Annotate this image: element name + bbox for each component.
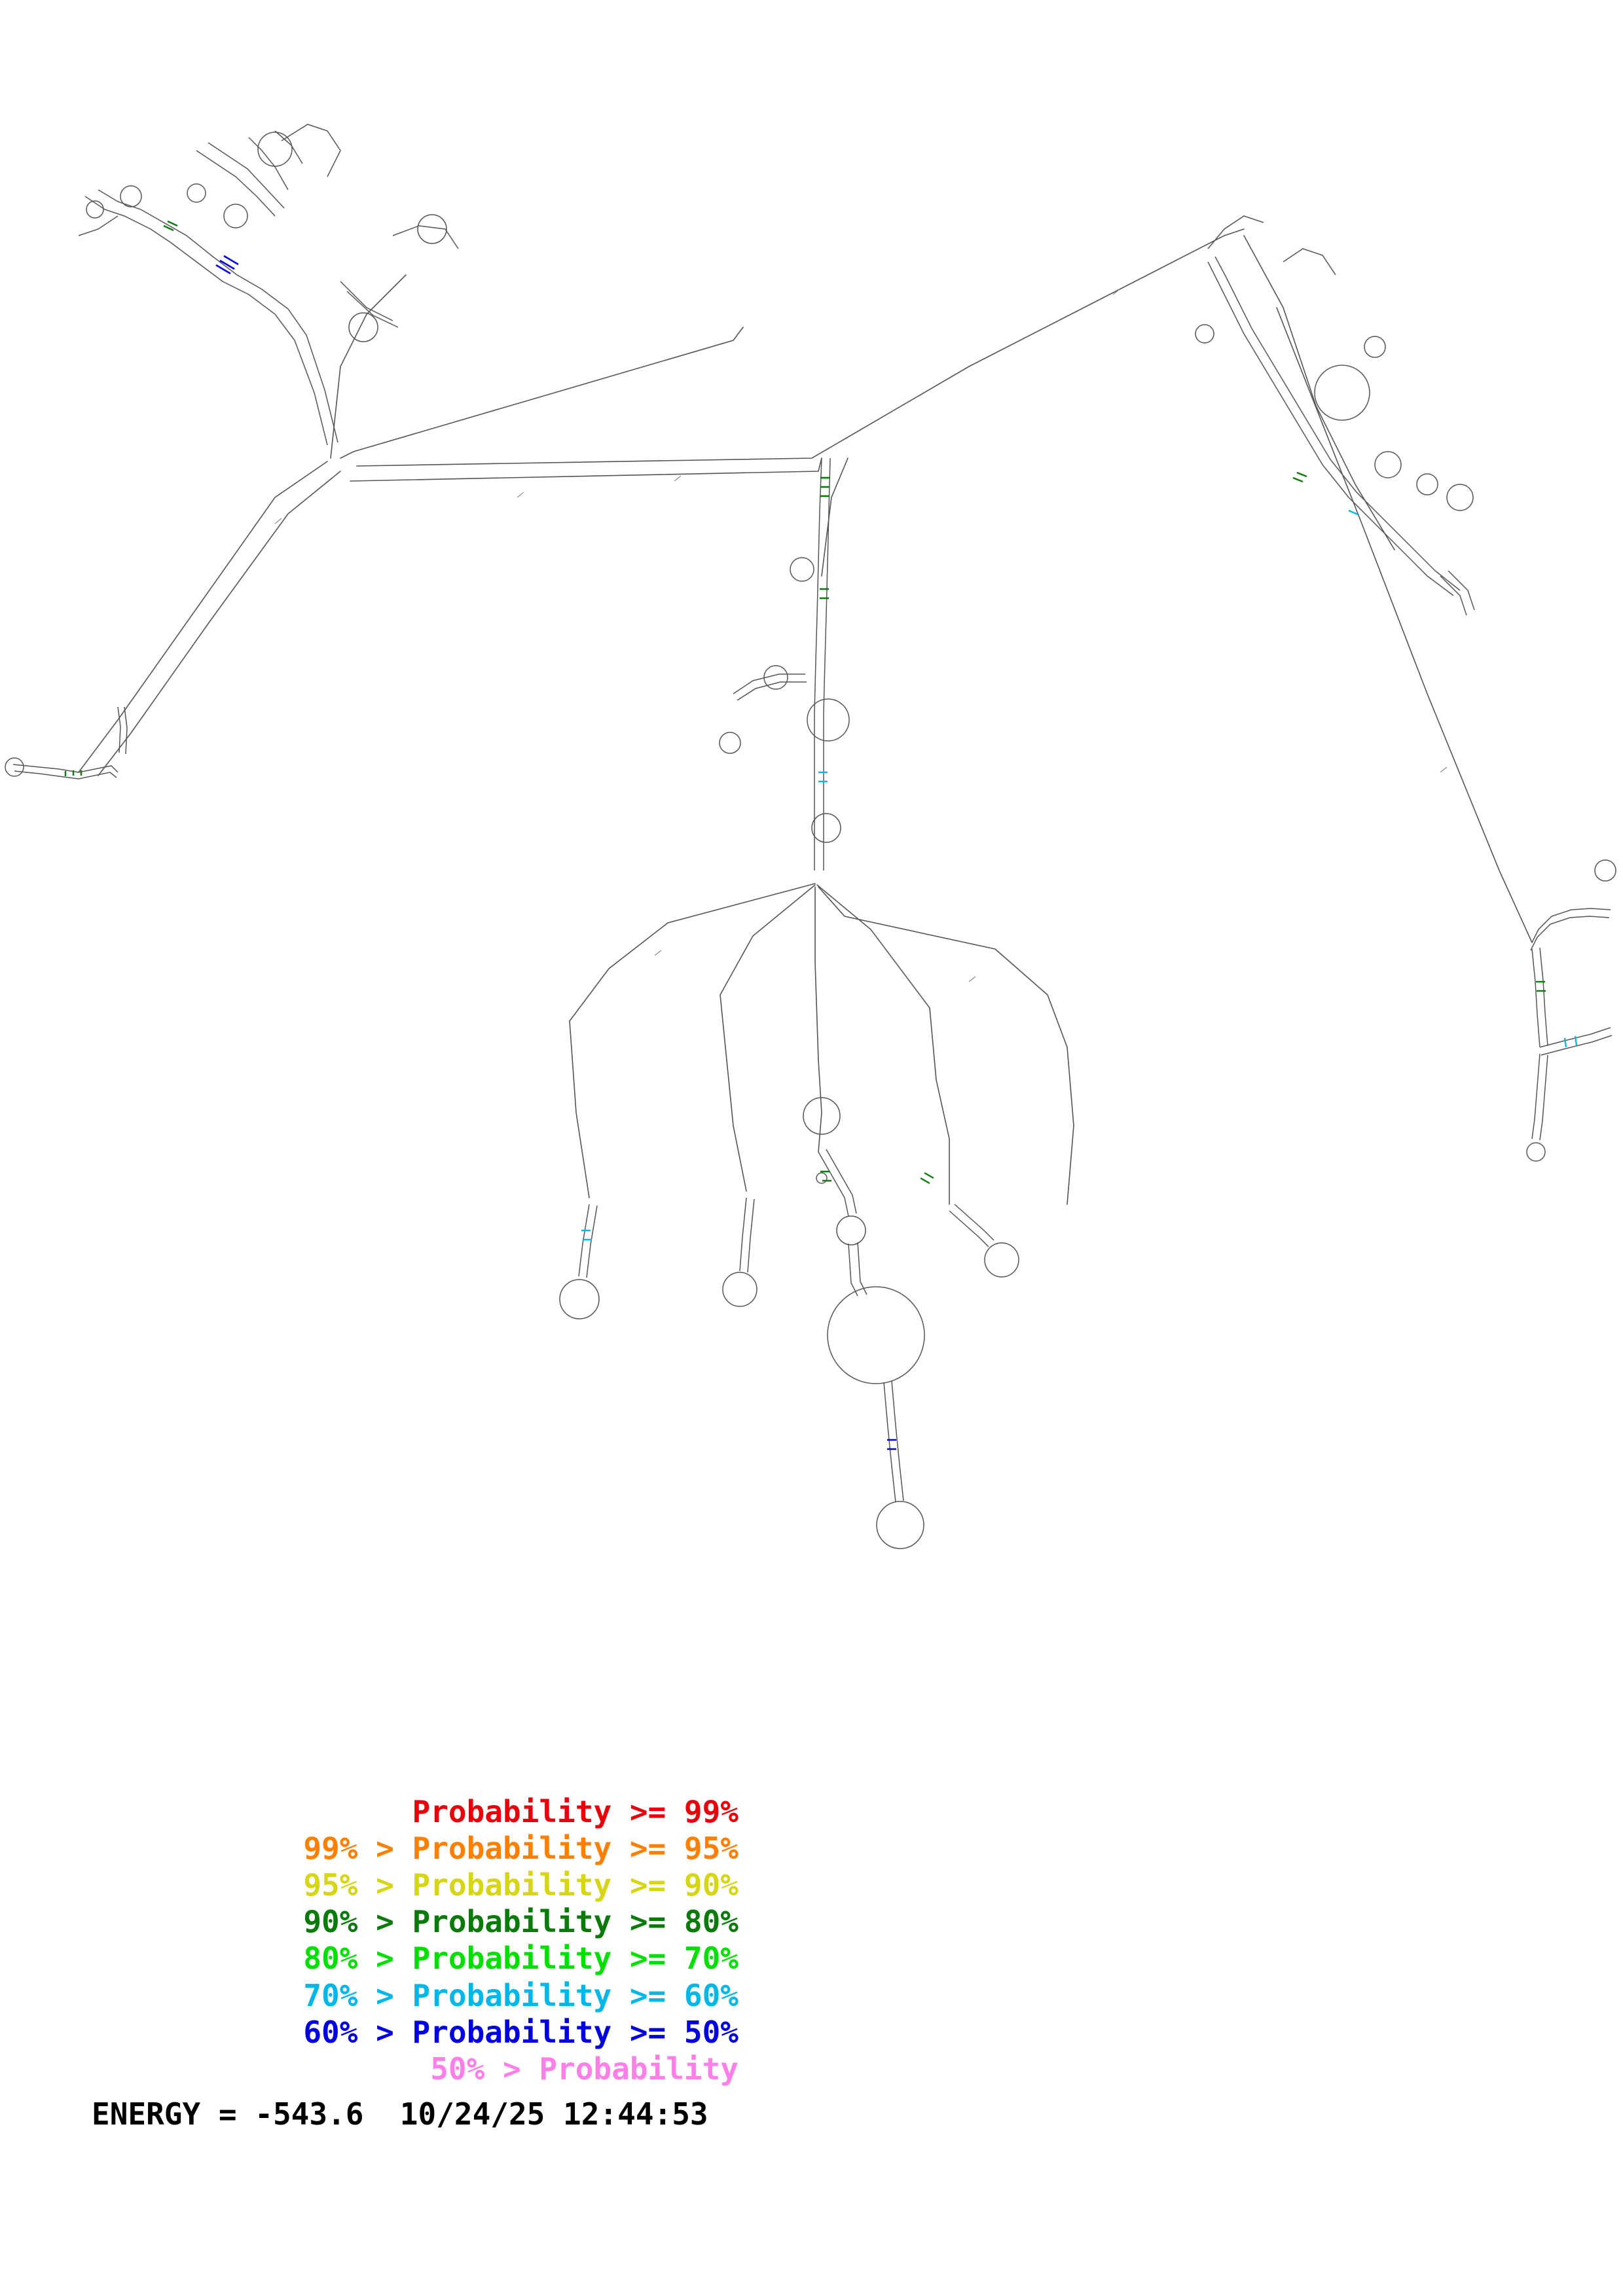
legend-row-99: Probability >= 99%: [412, 1794, 739, 1829]
energy-timestamp-line: ENERGY = -543.6 10/24/25 12:44:53: [92, 2096, 708, 2132]
helix-central-stem: [720, 458, 849, 870]
backbone-long-connectors: [79, 229, 1532, 1204]
helix-cluster-right-lower: [1527, 860, 1616, 1161]
legend-panel: [0, 1793, 1623, 2132]
legend-row-90: 95% > Probability >= 90%: [303, 1867, 739, 1903]
helix-left-arm: [5, 707, 127, 779]
legend-row-60: 70% > Probability >= 60%: [303, 1977, 739, 2013]
helix-cluster-upper-left: [79, 124, 458, 445]
helix-cluster-upper-right: [1195, 216, 1474, 615]
legend-row-below-50: 50% > Probability: [430, 2051, 739, 2087]
legend-row-80: 90% > Probability >= 80%: [303, 1904, 739, 1940]
hairpin-cluster-lower: [560, 1098, 1019, 1549]
legend-list: [0, 1793, 1623, 2087]
legend-row-50: 60% > Probability >= 50%: [303, 2014, 739, 2050]
structure-tick-marks: [275, 289, 1447, 982]
legend-row-70: 80% > Probability >= 70%: [303, 1941, 739, 1977]
legend-row-95: 99% > Probability >= 95%: [303, 1831, 739, 1867]
